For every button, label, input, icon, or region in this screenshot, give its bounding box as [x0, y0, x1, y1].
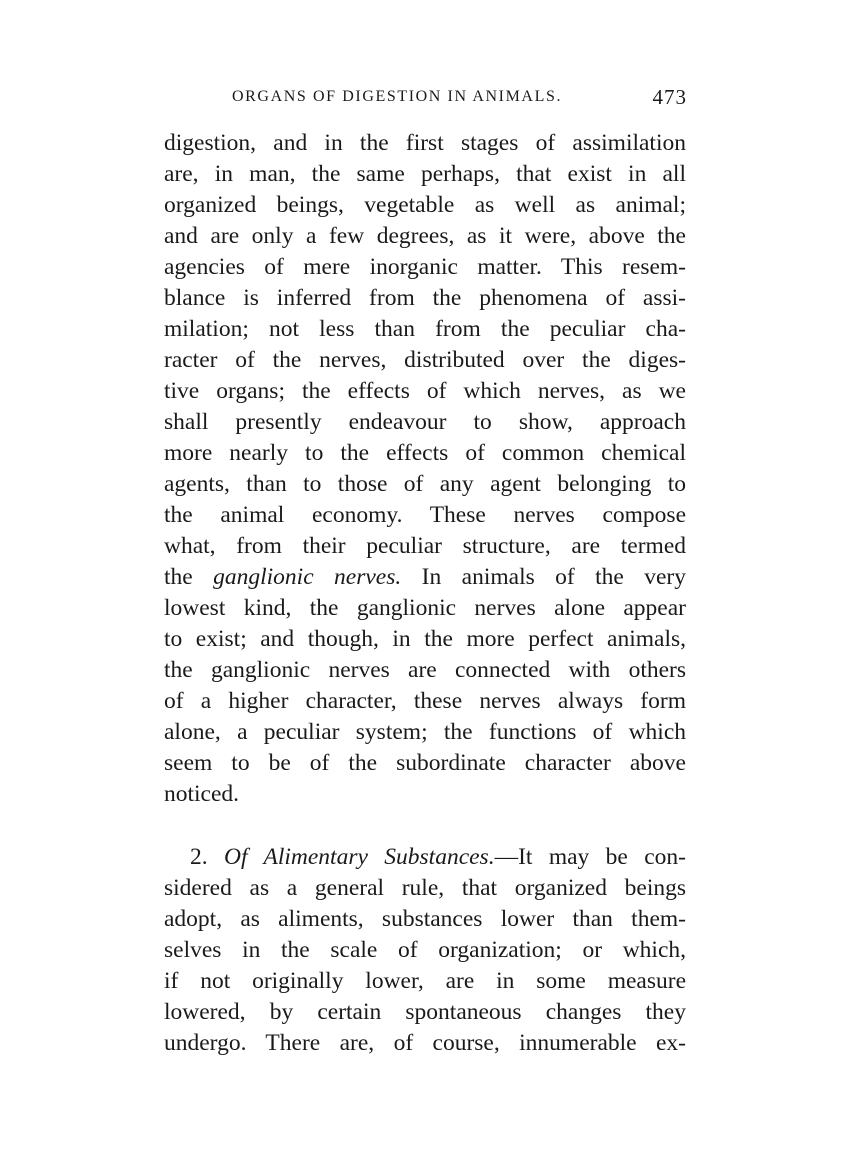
running-head [232, 85, 687, 116]
text-line: organized beings, vegetable as well as animal; [164, 192, 686, 218]
italic-term: ganglionic nerves. [213, 564, 402, 590]
text-line: the animal economy. These nerves compose [164, 502, 686, 528]
text-line: seem to be of the subordinate character above [164, 750, 686, 776]
text-line: agents, than to those of any agent belonging to [164, 471, 686, 497]
body-text [164, 128, 686, 1059]
text-line: alone, a peculiar system; the functions of which [164, 719, 686, 745]
text-line: are, in man, the same perhaps, that exist in all [164, 161, 686, 187]
paragraph-gap [164, 810, 686, 842]
section-title: Of Alimentary Substances. [224, 844, 495, 870]
text-line: the ganglionic nerves are connected with others [164, 657, 686, 683]
text-line: of a higher character, these nerves always form [164, 688, 686, 714]
text-line: noticed. [164, 781, 240, 807]
text-line: more nearly to the effects of common chemical [164, 440, 686, 466]
text-line: sidered as a general rule, that organized beings [164, 875, 686, 901]
page-number: 473 [652, 85, 687, 109]
text-line: undergo. There are, of course, innumerable ex- [164, 1030, 686, 1056]
text-line: blance is inferred from the phenomena of assi- [164, 285, 686, 311]
text-line: agencies of mere inorganic matter. This resem- [164, 254, 686, 280]
text-line: tive organs; the effects of which nerves, as we [164, 378, 686, 404]
text-line: what, from their peculiar structure, are termed [164, 533, 686, 559]
running-title: ORGANS OF DIGESTION IN ANIMALS. [232, 88, 563, 105]
text-line: lowest kind, the ganglionic nerves alone appear [164, 595, 686, 621]
line-end: In animals of the very [401, 564, 686, 590]
line-start: the [164, 564, 214, 590]
section-number: 2. [190, 844, 225, 870]
text-line: racter of the nerves, distributed over the diges- [164, 347, 686, 373]
text-line-with-italic [164, 562, 686, 593]
section-heading-line [164, 842, 686, 873]
text-line: if not originally lower, are in some measure [164, 968, 686, 994]
text-line: milation; not less than from the peculiar cha- [164, 316, 686, 342]
text-line: digestion, and in the first stages of assimilation [164, 130, 686, 156]
text-line: selves in the scale of organization; or which, [164, 937, 686, 963]
section-lead: —It may be con- [494, 844, 686, 870]
text-line: to exist; and though, in the more perfect animals, [164, 626, 686, 652]
text-line: adopt, as aliments, substances lower than them- [164, 906, 686, 932]
text-line: shall presently endeavour to show, approach [164, 409, 686, 435]
text-line: and are only a few degrees, as it were, above the [164, 223, 686, 249]
text-line: lowered, by certain spontaneous changes they [164, 999, 686, 1025]
